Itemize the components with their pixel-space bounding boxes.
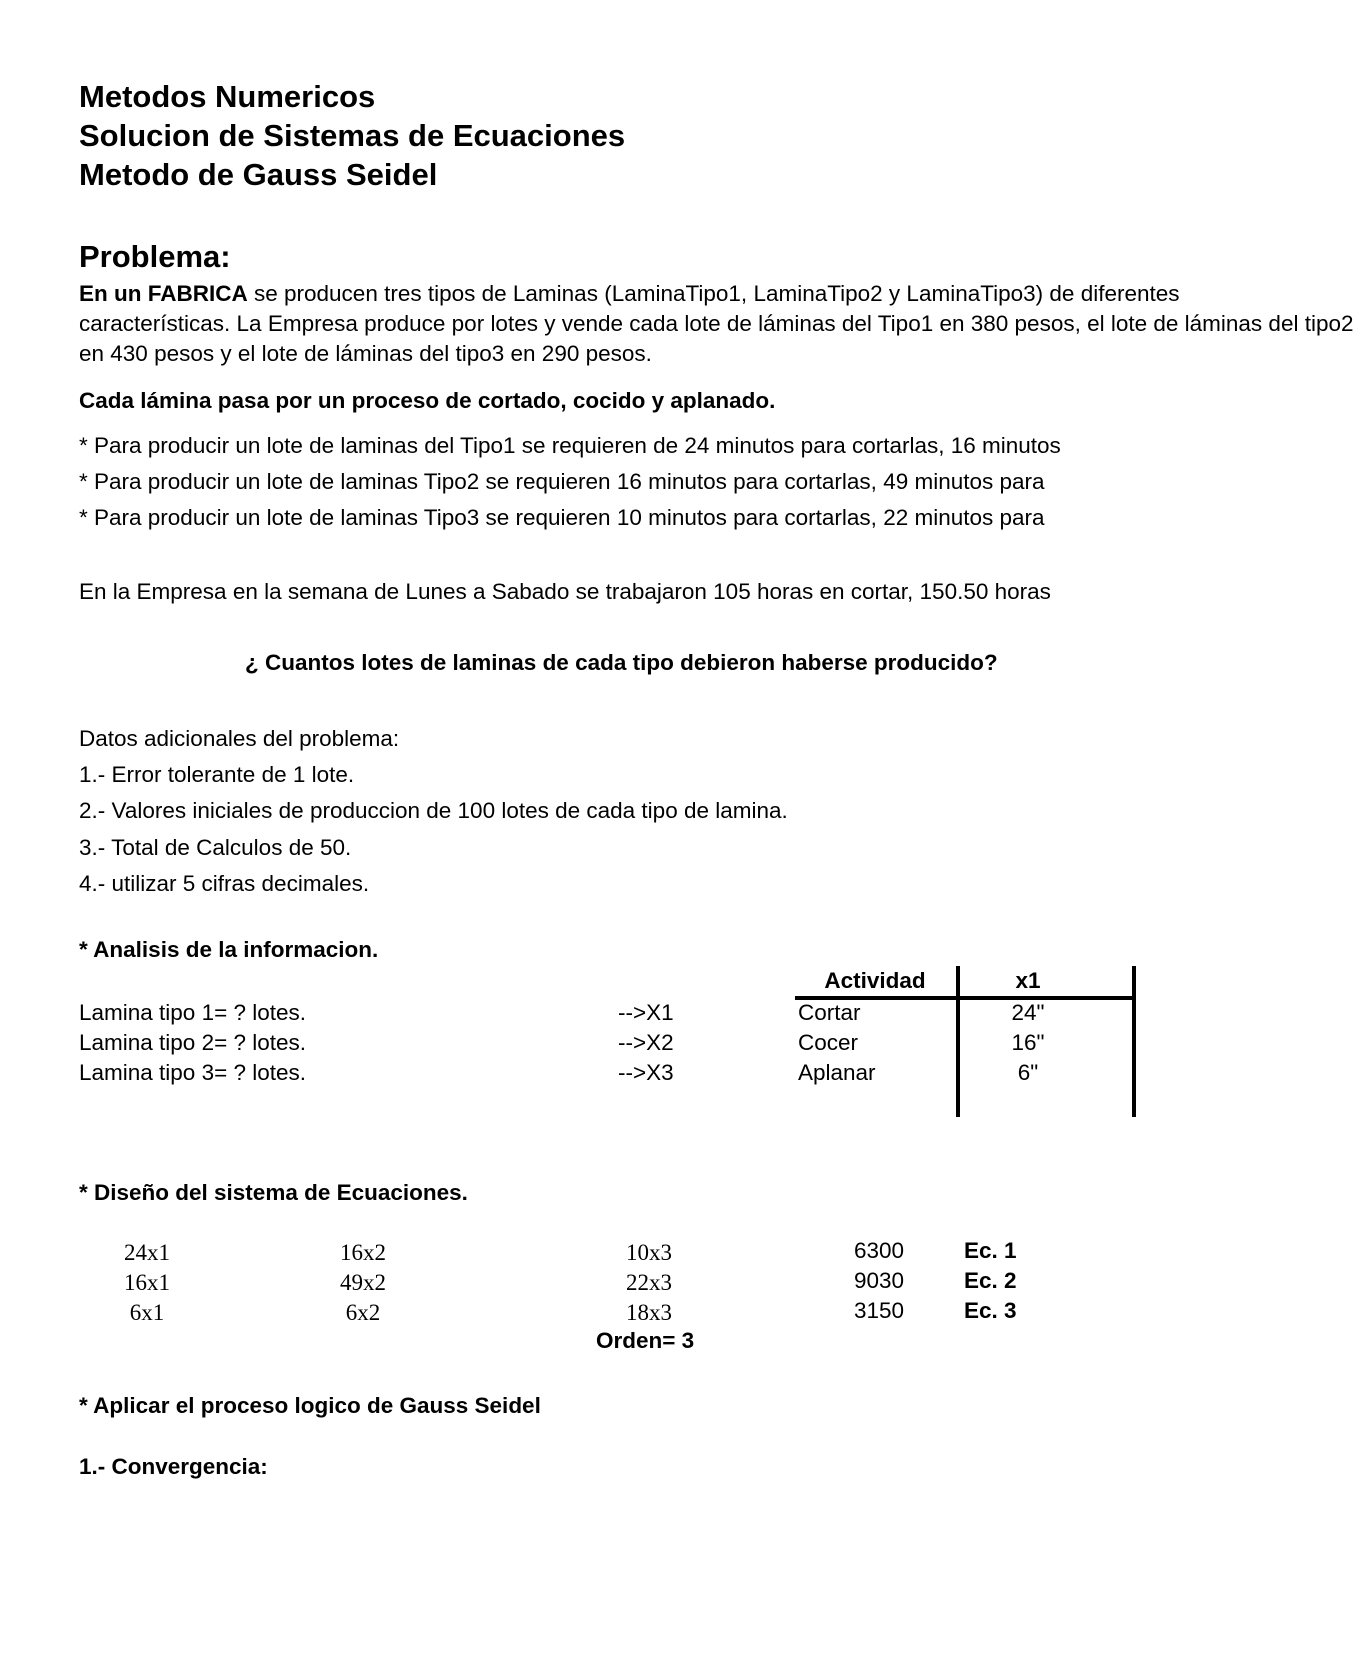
apply-heading: * Aplicar el proceso logico de Gauss Seidel (79, 1393, 541, 1418)
analysis-heading: * Analisis de la informacion. (79, 937, 379, 962)
system-order: Orden= 3 (596, 1328, 695, 1353)
additional-item-2: 2.- Valores iniciales de produccion de 100 lotes de cada tipo de lamina. (79, 798, 788, 823)
problem-intro-line3: en 430 pesos y el lote de láminas del tipo3 en 290 pesos. (79, 341, 652, 366)
eq1-term1: 24x1 (124, 1240, 170, 1265)
eq1-term2: 16x2 (340, 1240, 386, 1265)
eq3-term1: 6x1 (129, 1300, 165, 1325)
table-column-divider (956, 966, 960, 1117)
problem-heading: Problema: (79, 239, 231, 274)
problem-bullet-1: * Para producir un lote de laminas del Tipo1 se requieren de 24 minutos para cortarlas, 16 minutos (79, 433, 1061, 458)
analysis-var-label-1: Lamina tipo 1= ? lotes. (79, 1000, 307, 1025)
title-gauss-seidel: Metodo de Gauss Seidel (79, 157, 438, 192)
table-row-activity-3: Aplanar (798, 1060, 876, 1085)
eq3-rhs: 3150 (853, 1298, 904, 1323)
analysis-var-symbol-3: -->X3 (618, 1060, 674, 1085)
table-row-x1-3: 6" (1017, 1060, 1039, 1085)
eq1-label: Ec. 1 (964, 1238, 1017, 1263)
additional-heading: Datos adicionales del problema: (79, 726, 400, 751)
problem-question: ¿ Cuantos lotes de laminas de cada tipo debieron haberse producido? (245, 650, 998, 675)
problem-intro-line2: características. La Empresa produce por lotes y vende cada lote de láminas del Tipo1 en 380 pesos, el lote de láminas del tipo2 (79, 311, 1354, 336)
analysis-var-symbol-1: -->X1 (618, 1000, 674, 1025)
additional-item-4: 4.- utilizar 5 cifras decimales. (79, 871, 370, 896)
eq1-term3: 10x3 (626, 1240, 672, 1265)
problem-week-hours: En la Empresa en la semana de Lunes a Sabado se trabajaron 105 horas en cortar, 150.50 horas (79, 579, 1051, 604)
title-solucion-sistemas: Solucion de Sistemas de Ecuaciones (79, 118, 626, 153)
table-row-activity-1: Cortar (798, 1000, 861, 1025)
eq2-term2: 49x2 (340, 1270, 386, 1295)
table-header-x1: x1 (1015, 968, 1041, 993)
table-header-actividad: Actividad (824, 968, 926, 993)
problem-bullet-2: * Para producir un lote de laminas Tipo2 se requieren 16 minutos para cortarlas, 49 minutos para (79, 469, 1045, 494)
eq2-rhs: 9030 (853, 1268, 904, 1293)
eq2-label: Ec. 2 (964, 1268, 1017, 1293)
eq2-term1: 16x1 (124, 1270, 170, 1295)
eq3-label: Ec. 3 (964, 1298, 1017, 1323)
eq3-term3: 18x3 (626, 1300, 672, 1325)
analysis-var-label-2: Lamina tipo 2= ? lotes. (79, 1030, 307, 1055)
analysis-var-label-3: Lamina tipo 3= ? lotes. (79, 1060, 307, 1085)
table-row-x1-2: 16" (1011, 1030, 1045, 1055)
problem-intro-line1 (79, 279, 1180, 309)
design-heading: * Diseño del sistema de Ecuaciones. (79, 1180, 468, 1205)
additional-item-3: 3.- Total de Calculos de 50. (79, 835, 352, 860)
eq3-term2: 6x2 (345, 1300, 381, 1325)
additional-item-1: 1.- Error tolerante de 1 lote. (79, 762, 355, 787)
problem-process: Cada lámina pasa por un proceso de cortado, cocido y aplanado. (79, 388, 776, 413)
table-row-activity-2: Cocer (798, 1030, 859, 1055)
table-right-border (1132, 966, 1136, 1117)
table-row-x1-1: 24" (1011, 1000, 1045, 1025)
problem-intro-rest: se producen tres tipos de Laminas (LaminaTipo1, LaminaTipo2 y LaminaTipo3) de diferentes (247, 281, 1180, 306)
eq2-term3: 22x3 (626, 1270, 672, 1295)
analysis-var-symbol-2: -->X2 (618, 1030, 674, 1055)
problem-intro-bold: En un FABRICA (79, 281, 248, 306)
eq1-rhs: 6300 (853, 1238, 904, 1263)
title-metodos-numericos: Metodos Numericos (79, 79, 376, 114)
problem-bullet-3: * Para producir un lote de laminas Tipo3 se requieren 10 minutos para cortarlas, 22 minutos para (79, 505, 1045, 530)
convergence-heading: 1.- Convergencia: (79, 1454, 268, 1479)
